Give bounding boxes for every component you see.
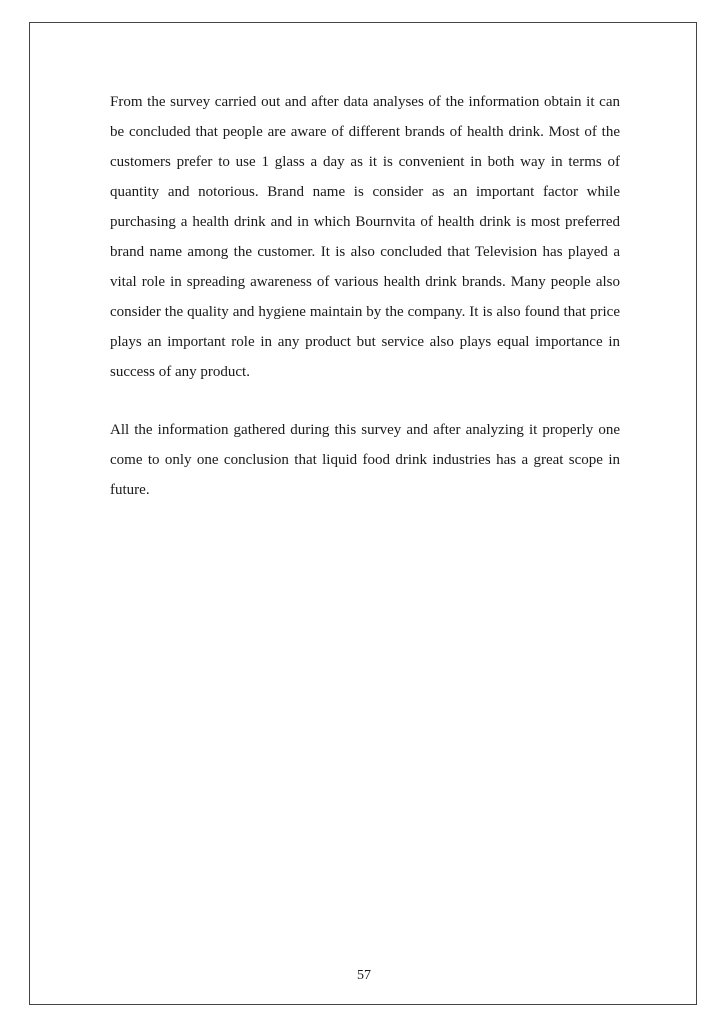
paragraph-conclusion: From the survey carried out and after data analyses of the information obtain it can be concluded that people are aware of different brands of health drink. Most of the customers prefer to use 1 glass a day as it is convenient in both way in terms of quantity and notorious. Brand name is consider as an important factor while purchasing a health drink and in which Bournvita of health drink is most preferred brand name among the customer. It is also concluded that Television has played a vital role in spreading awareness of various health drink brands. Many people also consider the quality and hygiene maintain by the company. It is also found that price plays an important role in any product but service also plays equal importance in success of any product. [110,94,620,380]
paragraph-scope: All the information gathered during this survey and after analyzing it properly one come to only one conclusion that liquid food drink industries has a great scope in future. [110,422,620,498]
page-number: 57 [357,968,371,983]
document-body [110,87,620,505]
